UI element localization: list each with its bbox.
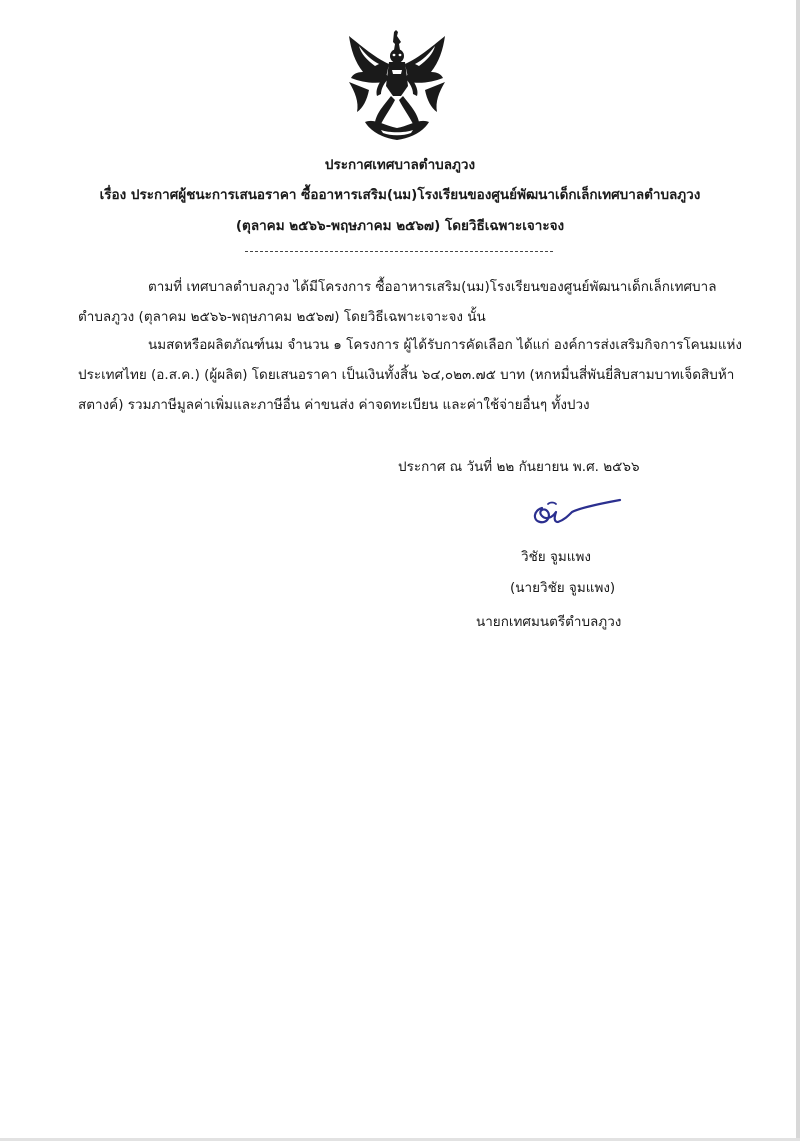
announcement-date: ประกาศ ณ วันที่ ๒๒ กันยายน พ.ศ. ๒๕๖๖ — [398, 459, 640, 475]
paragraph-1-line-1: ตามที่ เทศบาลตำบลภูวง ได้มีโครงการ ซื้ออาหารเสริม(นม)โรงเรียนของศูนย์พัฒนาเด็กเล็กเทศบาล — [148, 279, 717, 295]
announcement-subject: เรื่อง ประกาศผู้ชนะการเสนอราคา ซื้ออาหารเสริม(นม)โรงเรียนของศูนย์พัฒนาเด็กเล็กเทศบาลตำบลภูวง — [99, 187, 701, 203]
signer-position: นายกเทศมนตรีตำบลภูวง — [476, 614, 622, 630]
paragraph-1-line-2: ตำบลภูวง (ตุลาคม ๒๕๖๖-พฤษภาคม ๒๕๖๗) โดยวิธีเฉพาะเจาะจง นั้น — [78, 309, 486, 325]
signer-full-name: (นายวิชัย จูมแพง) — [510, 580, 616, 596]
announcement-period: (ตุลาคม ๒๕๖๖-พฤษภาคม ๒๕๖๗) โดยวิธีเฉพาะเจาะจง — [235, 218, 565, 234]
signer-name: วิชัย จูมแพง — [521, 549, 591, 565]
paragraph-2-line-1: นมสดหรือผลิตภัณฑ์นม จำนวน ๑ โครงการ ผู้ได้รับการคัดเลือก ได้แก่ องค์การส่งเสริมกิจการโคนมแห่ง — [148, 337, 743, 353]
handwritten-signature-icon — [528, 498, 628, 532]
announcement-title: ประกาศเทศบาลตำบลภูวง — [324, 157, 476, 173]
separator-dashed-line — [245, 251, 553, 252]
paragraph-2-line-3: สตางค์) รวมภาษีมูลค่าเพิ่มและภาษีอื่น ค่าขนส่ง ค่าจดทะเบียน และค่าใช้จ่ายอื่นๆ ทั้งปวง — [78, 397, 590, 413]
garuda-emblem-icon — [345, 30, 449, 142]
paragraph-2-line-2: ประเทศไทย (อ.ส.ค.) (ผู้ผลิต) โดยเสนอราคา เป็นเงินทั้งสิ้น ๖๔,๐๒๓.๗๕ บาท (หกหมื่นสี่พันยี่สิบสามบาทเจ็ดสิบห้า — [78, 367, 735, 383]
scan-edge-right — [796, 0, 800, 1141]
